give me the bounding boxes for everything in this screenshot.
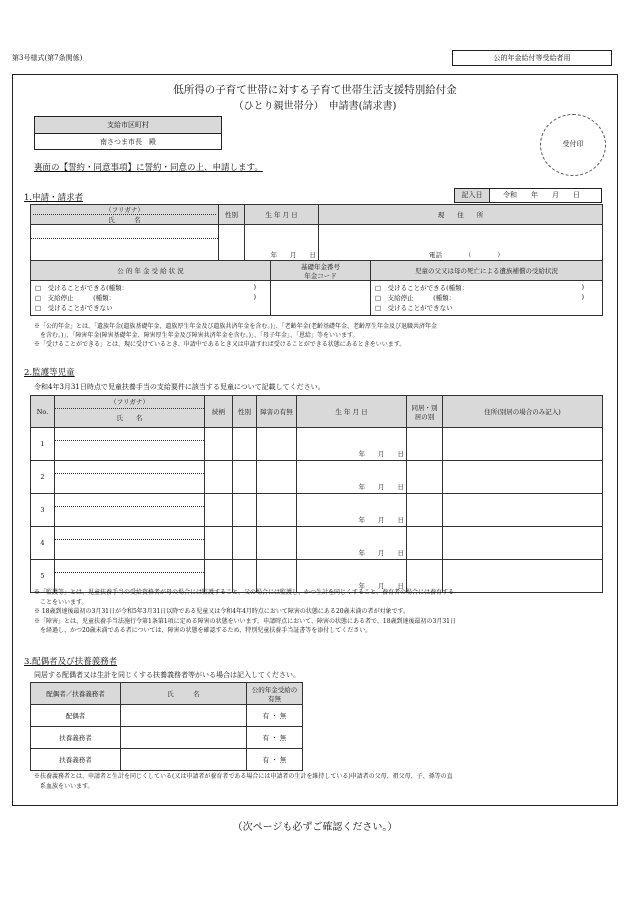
form-subtitle: （ひとり親世帯分） 申請書(請求書) — [233, 101, 397, 112]
note-line: を経過し、かつ20歳未満である者については、障害の状態を確認するため、特別児童扶養手当証書等を添付してください。 — [34, 627, 372, 634]
child-name-cell[interactable] — [55, 461, 205, 494]
date-value[interactable]: 令和 年 月 日 — [503, 191, 580, 199]
address-cell[interactable]: 電話 （ ） — [319, 225, 603, 262]
note-line: ※「障害」とは、児童扶養手当法施行令第1条第1項に定める障害の状態をいいます。申請時点において、障害の状態にある者で、18歳到達後最初の3月31日 — [34, 617, 457, 625]
section1-title: 1.申請・請求者 — [24, 193, 84, 203]
applicant-name-header — [31, 205, 219, 225]
applicant-name-cell[interactable] — [31, 225, 219, 262]
family-col-name: 氏 名 — [121, 683, 247, 705]
dob-cell[interactable]: 年 月 日 — [297, 494, 407, 527]
family-pension-choice[interactable]: 有 ・ 無 — [247, 705, 303, 727]
notes-children — [34, 588, 456, 636]
date-box — [454, 188, 602, 203]
applicant-table — [30, 204, 603, 262]
note-line: ことをいいます。 — [34, 598, 88, 606]
disability-cell[interactable] — [257, 461, 297, 494]
form-title: 低所得の子育て世帯に対する子育て世帯生活支援特別給付金 — [173, 84, 457, 96]
sex-cell[interactable] — [233, 527, 257, 560]
section3-title: 3.配偶者及び扶養義務者 — [24, 657, 118, 667]
section3-desc: 同居する配偶者又は生計を同じくする扶養義務者等がいる場合は記入してください。 — [34, 671, 300, 679]
col-no: No. — [31, 396, 55, 428]
dob-header: 生 年 月 日 — [245, 205, 319, 225]
cohabit-cell[interactable] — [407, 461, 443, 494]
col-disability: 障害の有無 — [257, 396, 297, 428]
address-header: 現 住 所 — [319, 205, 603, 225]
family-type: 配偶者 — [31, 705, 121, 727]
pension-opt-2[interactable]: □ 支給停止 (種類： ) — [35, 293, 256, 302]
family-col-type: 配偶者／扶養義務者 — [31, 683, 121, 705]
footer-note: （次ページも必ずご確認ください。） — [232, 822, 398, 833]
col-dob: 生 年 月 日 — [297, 396, 407, 428]
children-table — [30, 395, 603, 593]
address-cell[interactable] — [443, 494, 603, 527]
cohabit-cell[interactable] — [407, 494, 443, 527]
sex-cell[interactable] — [233, 494, 257, 527]
child-row — [31, 527, 603, 560]
sex-header: 性別 — [219, 205, 245, 225]
pension-number-cell[interactable] — [271, 281, 371, 316]
consent-text: 裏面の【誓約・同意事項】に誓約・同意の上、申請します。 — [34, 163, 263, 173]
survivor-status-header: 児童の父又は母の死亡による遺族補償の受給状況 — [371, 261, 603, 281]
family-row — [31, 727, 303, 749]
col-name — [55, 396, 205, 428]
col-sex: 性別 — [233, 396, 257, 428]
family-row — [31, 705, 303, 727]
relation-cell[interactable] — [205, 461, 233, 494]
row-number: 3 — [31, 494, 55, 527]
child-name-cell[interactable] — [55, 428, 205, 461]
payer-box — [34, 116, 222, 150]
sex-cell[interactable] — [233, 428, 257, 461]
child-row — [31, 428, 603, 461]
survivor-options — [371, 281, 603, 316]
col-address: 住所(別居の場合のみ記入) — [443, 396, 603, 428]
family-col-pension: 公的年金受給の有無 — [247, 683, 303, 705]
notes-pension — [34, 322, 437, 349]
name-label: 氏 名 — [55, 408, 204, 427]
dob-cell[interactable]: 年 月 日 — [245, 225, 319, 262]
disability-cell[interactable] — [257, 527, 297, 560]
family-type: 扶養義務者 — [31, 749, 121, 771]
sex-cell[interactable] — [219, 225, 245, 262]
pension-options — [31, 281, 271, 316]
note-line: ※「公的年金」とは、「遺族年金(遺族基礎年金、遺族厚生年金及び遺族共済年金を含む。)」、「老齢年金(老齢基礎年金、老齢厚生年金及び退職共済年金 — [34, 323, 438, 330]
furigana-label: （フリガナ） — [105, 206, 144, 214]
note-line: ※ 18歳到達後最初の3月31日が令和5年3月31日以降である児童又は令和4年4月時点において障害の状態にある20歳未満の者が対象です。 — [34, 608, 410, 615]
payer-name: 南さつま市長 殿 — [100, 138, 156, 146]
dob-cell[interactable]: 年 月 日 — [297, 428, 407, 461]
dob-cell[interactable]: 年 月 日 — [297, 527, 407, 560]
basic-pension-no-label: 基礎年金番号 — [301, 262, 340, 271]
pension-status-header: 公 的 年 金 受 給 状 況 — [31, 261, 271, 281]
family-row — [31, 749, 303, 771]
note-line: ※扶養義務者とは、申請者と生計を同じくしている(又は申請者が養育者である場合には申請者の生計を維持している)申請者の父母、祖父母、子、孫等の直 — [34, 773, 453, 780]
row-number: 4 — [31, 527, 55, 560]
family-pension-choice[interactable]: 有 ・ 無 — [247, 727, 303, 749]
relation-cell[interactable] — [205, 527, 233, 560]
form-number: 第3号様式(第7条関係) — [12, 54, 83, 62]
furigana-label: （フリガナ） — [110, 398, 149, 406]
pension-code-label: 年金コード — [304, 271, 337, 280]
reception-stamp — [540, 114, 606, 176]
family-name-cell[interactable] — [121, 727, 247, 749]
sex-cell[interactable] — [233, 461, 257, 494]
family-name-cell[interactable] — [121, 749, 247, 771]
address-cell[interactable] — [443, 461, 603, 494]
address-cell[interactable] — [443, 428, 603, 461]
note-line: ※「監護等」とは、児童扶養手当の受給資格者が母の場合には監護すること、父の場合には監護し、かつ生計を同じくすること、養育者の場合には養育する — [34, 589, 455, 596]
usage-box: 公的年金給付等受給者用 — [452, 50, 612, 66]
survivor-opt-3[interactable]: □ 受けることができない — [375, 304, 453, 312]
payer-label: 支給市区町村 — [35, 117, 221, 134]
col-cohabit: 同居・別居の別 — [407, 396, 443, 428]
name-label: 氏 名 — [33, 214, 216, 224]
address-cell[interactable] — [443, 560, 603, 593]
pension-table — [30, 260, 603, 316]
survivor-opt-1[interactable]: □ 受けることができる(種類： ) — [375, 283, 584, 292]
pension-opt-3[interactable]: □ 受けることができない — [35, 304, 113, 312]
address-cell[interactable] — [443, 527, 603, 560]
family-type: 扶養義務者 — [31, 727, 121, 749]
family-pension-choice[interactable]: 有 ・ 無 — [247, 749, 303, 771]
pension-opt-1[interactable]: □ 受けることができる(種類： ) — [35, 283, 256, 292]
cohabit-cell[interactable] — [407, 428, 443, 461]
relation-cell[interactable] — [205, 428, 233, 461]
stamp-label: 受付印 — [562, 140, 584, 148]
child-row — [31, 494, 603, 527]
section2-title: 2.監護等児童 — [24, 368, 75, 378]
cohabit-cell[interactable] — [407, 527, 443, 560]
dob-cell[interactable]: 年 月 日 — [297, 461, 407, 494]
dob-cell[interactable]: 年 月 日 — [297, 560, 407, 593]
family-name-cell[interactable] — [121, 705, 247, 727]
note-line: 系血族をいいます。 — [34, 782, 94, 790]
disability-cell[interactable] — [257, 428, 297, 461]
col-relation: 続柄 — [205, 396, 233, 428]
name-input[interactable] — [31, 239, 218, 261]
family-table — [30, 682, 303, 771]
date-label: 記入日 — [455, 189, 490, 202]
pension-number-header — [271, 261, 371, 281]
disability-cell[interactable] — [257, 494, 297, 527]
note-line: を含む。)」、「障害年金(障害基礎年金、障害厚生年金及び障害共済年金を含む。)」、「母子年金」、「恩給」等をいいます。 — [34, 332, 359, 339]
child-row — [31, 461, 603, 494]
notes-family — [34, 772, 453, 791]
note-line: ※「受けることができる」とは、現に受けているとき、申請中であるとき又は申請すれば受けることができる状態にあるときをいいます。 — [34, 341, 406, 348]
child-name-cell[interactable] — [55, 494, 205, 527]
furigana-input[interactable] — [31, 225, 218, 239]
row-number: 2 — [31, 461, 55, 494]
row-number: 1 — [31, 428, 55, 461]
relation-cell[interactable] — [205, 494, 233, 527]
row-number: 5 — [31, 560, 55, 593]
survivor-opt-2[interactable]: □ 支給停止 (種類： ) — [375, 293, 584, 302]
section2-desc: 令和4年3月31日時点で児童扶養手当の支給要件に該当する児童について記載してください。 — [34, 383, 325, 391]
child-name-cell[interactable] — [55, 527, 205, 560]
